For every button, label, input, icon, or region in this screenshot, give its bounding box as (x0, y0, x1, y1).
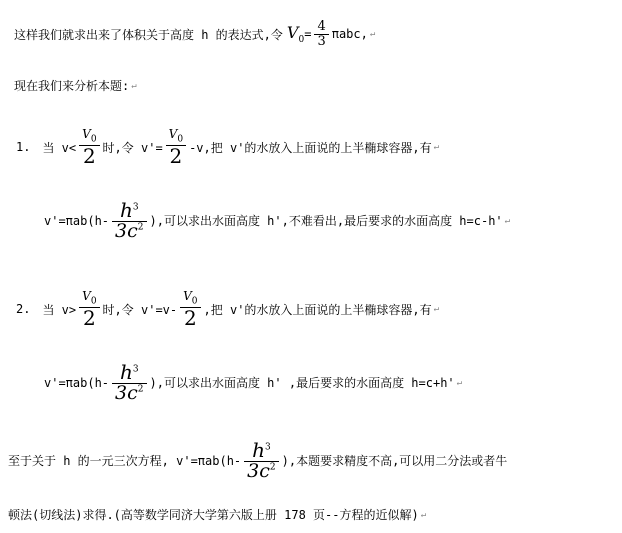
case2-index: 2. (16, 302, 31, 317)
v0-symbol: $V_0$ (286, 23, 305, 46)
conclusion-line (8, 440, 507, 482)
case1-line (16, 128, 439, 167)
conclusion-text-b: ),本题要求精度不高,可以用二分法或者牛 (281, 454, 508, 469)
h-cubed-fraction: $\frac{h^3}{3c^2}$ (112, 200, 146, 242)
case2-formula-post: ),可以求出水面高度 h' ,最后要求的水面高度 h=c+h' (149, 376, 455, 391)
case1-text-a: 当 v< (42, 140, 77, 155)
fraction-numerator: 4 (317, 19, 326, 34)
conclusion-text-a: 至于关于 h 的一元三次方程, v'=πab(h- (8, 454, 242, 469)
analysis-text: 现在我们来分析本题: (14, 79, 130, 93)
conclusion-line2-text: 顿法(切线法)求得.(高等数学同济大学第六版上册 178 页--方程的近似解) (8, 508, 419, 522)
h-cubed-fraction: $\frac{h^3}{3c^2}$ (112, 362, 146, 404)
v0-half-fraction: $\frac{V_0}{2}$ (79, 128, 99, 167)
v0-half-fraction: $\frac{V_0}{2}$ (166, 128, 186, 167)
case2-formula-line (44, 362, 462, 404)
analysis-line (14, 77, 137, 94)
case1-formula-pre: v'=πab(h- (44, 213, 110, 228)
case1-text-c: -v,把 v'的水放入上面说的上半椭球容器,有 (189, 140, 432, 155)
v0-half-fraction: $\frac{V_0}{2}$ (180, 290, 200, 329)
paragraph-mark: ↵ (369, 29, 376, 40)
intro-tail: πabc, (331, 27, 368, 42)
case2-formula-pre: v'=πab(h- (44, 375, 110, 390)
intro-text: 这样我们就求出来了体积关于高度 h 的表达式,令 (14, 27, 283, 42)
four-thirds-fraction (314, 20, 328, 48)
case1-text-b: 时,令 v'= (102, 140, 163, 155)
case2-text-b: 时,令 v'=v- (102, 302, 178, 317)
fraction-denominator: 3 (317, 33, 326, 49)
case2-text-a: 当 v> (42, 302, 77, 317)
case2-text-c: ,把 v'的水放入上面说的上半椭球容器,有 (203, 302, 432, 317)
paragraph-mark: ↵ (420, 509, 427, 520)
paragraph-mark: ↵ (456, 377, 463, 388)
paragraph-mark: ↵ (433, 142, 440, 153)
v0-half-fraction: $\frac{V_0}{2}$ (79, 290, 99, 329)
conclusion-line-2 (8, 506, 426, 523)
paragraph-mark: ↵ (504, 215, 511, 226)
case1-formula-line (44, 200, 510, 242)
intro-line (14, 20, 375, 48)
h-cubed-fraction: $\frac{h^3}{3c^2}$ (244, 440, 278, 482)
paragraph-mark: ↵ (131, 80, 137, 91)
paragraph-mark: ↵ (433, 304, 440, 315)
case2-line (16, 290, 439, 329)
case1-formula-post: ),可以求出水面高度 h',不难看出,最后要求的水面高度 h=c-h' (149, 214, 503, 229)
equals-sign: = (304, 27, 312, 42)
case1-index: 1. (16, 140, 31, 155)
